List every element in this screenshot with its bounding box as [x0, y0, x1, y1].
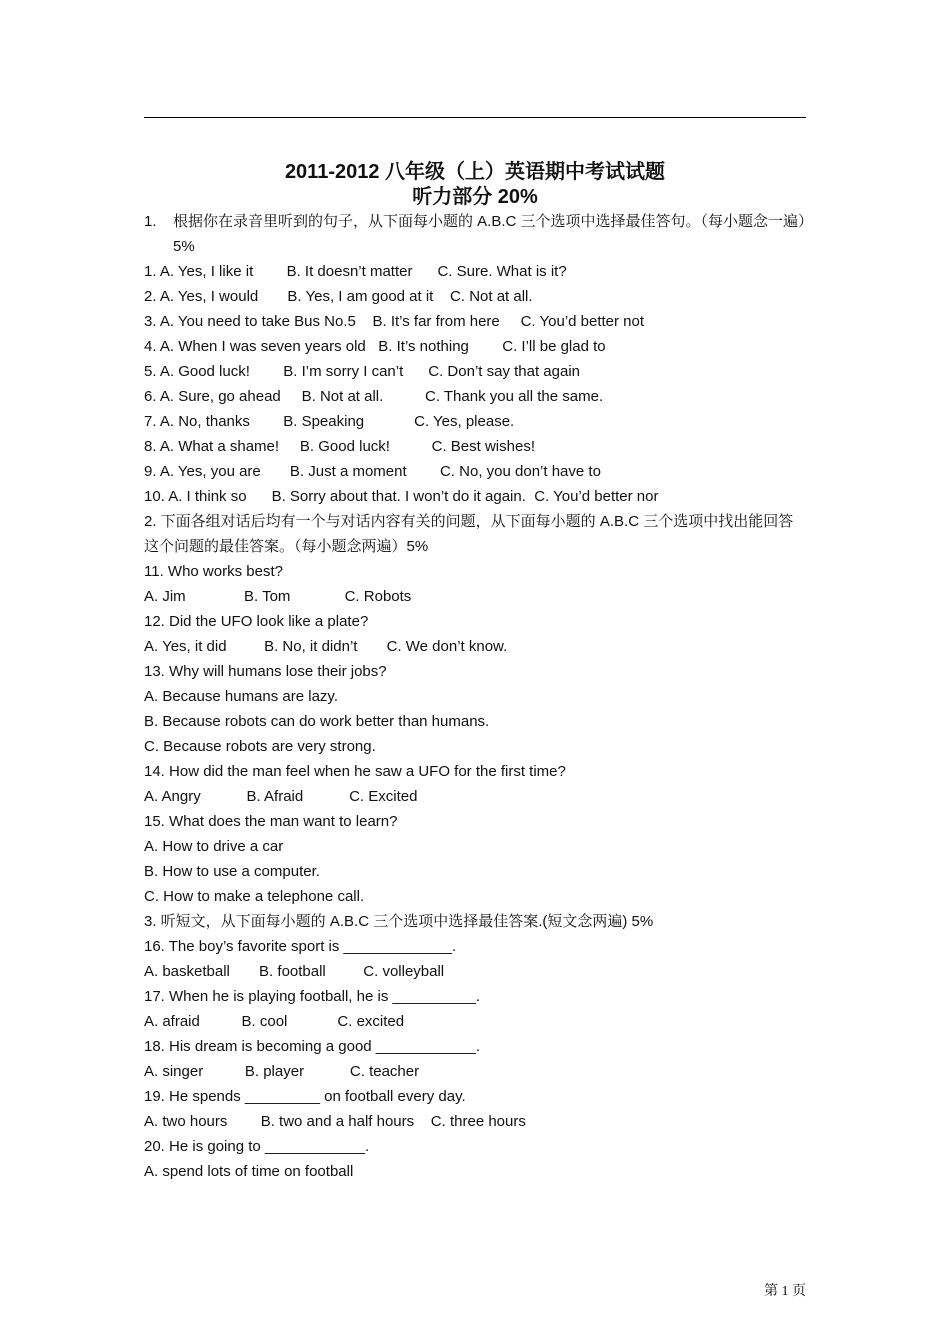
question-7: 7. A. No, thanks B. Speaking C. Yes, please. — [144, 413, 515, 430]
question-10: 10. A. I think so B. Sorry about that. I won’t do it again. C. You’d better nor — [144, 488, 659, 505]
question-17-options: A. afraid B. cool C. excited — [144, 1013, 405, 1030]
question-5: 5. A. Good luck! B. I’m sorry I can’t C. Don’t say that again — [144, 363, 581, 380]
question-13-option-b: B. Because robots can do work better than humans. — [144, 713, 490, 730]
header-rule — [144, 117, 806, 118]
question-19: 19. He spends _________ on football every day. — [144, 1088, 466, 1105]
question-11-options: A. Jim B. Tom C. Robots — [144, 588, 412, 605]
question-14-options: A. Angry B. Afraid C. Excited — [144, 788, 418, 805]
question-15-option-c: C. How to make a telephone call. — [144, 888, 365, 905]
question-2: 2. A. Yes, I would B. Yes, I am good at it C. Not at all. — [144, 288, 533, 305]
page-subtitle: 听力部分 20% — [412, 186, 538, 208]
question-3: 3. A. You need to take Bus No.5 B. It’s far from here C. You’d better not — [144, 313, 645, 330]
question-16-options: A. basketball B. football C. volleyball — [144, 963, 445, 980]
question-1: 1. A. Yes, I like it B. It doesn’t matter C. Sure. What is it? — [144, 263, 567, 280]
question-13: 13. Why will humans lose their jobs? — [144, 663, 387, 680]
question-19-options: A. two hours B. two and a half hours C. three hours — [144, 1113, 526, 1130]
question-4: 4. A. When I was seven years old B. It’s nothing C. I’ll be glad to — [144, 338, 606, 355]
question-8: 8. A. What a shame! B. Good luck! C. Best wishes! — [144, 438, 535, 455]
question-12: 12. Did the UFO look like a plate? — [144, 613, 369, 630]
question-11: 11. Who works best? — [144, 563, 283, 580]
question-15-option-a: A. How to drive a car — [144, 838, 284, 855]
question-18: 18. His dream is becoming a good ____________. — [144, 1038, 481, 1055]
question-16: 16. The boy’s favorite sport is _____________. — [144, 938, 457, 955]
section1-number: 1. — [144, 213, 157, 230]
section3-instruction: 3. 听短文，从下面每小题的 A.B.C 三个选项中选择最佳答案.(短文念两遍) 5% — [144, 913, 654, 930]
question-9: 9. A. Yes, you are B. Just a moment C. No, you don’t have to — [144, 463, 601, 480]
exam-content — [144, 209, 806, 1184]
question-14: 14. How did the man feel when he saw a UFO for the first time? — [144, 763, 566, 780]
question-6: 6. A. Sure, go ahead B. Not at all. C. Thank you all the same. — [144, 388, 604, 405]
question-12-options: A. Yes, it did B. No, it didn’t C. We don’t know. — [144, 638, 508, 655]
page-number: 第 1 页 — [764, 1284, 806, 1299]
section2-instruction: 2. 下面各组对话后均有一个与对话内容有关的问题，从下面每小题的 A.B.C 三个选项中找出能回答这个问题的最佳答案。（每小题念两遍）5% — [144, 513, 794, 555]
question-20: 20. He is going to ____________. — [144, 1138, 370, 1155]
question-15: 15. What does the man want to learn? — [144, 813, 398, 830]
question-15-option-b: B. How to use a computer. — [144, 863, 320, 880]
section1-instruction-text: 根据你在录音里听到的句子，从下面每小题的 A.B.C 三个选项中选择最佳答句。（每小题念一遍）5% — [173, 213, 806, 255]
question-17: 17. When he is playing football, he is __________. — [144, 988, 481, 1005]
section1-instruction — [144, 209, 806, 259]
question-13-option-a: A. Because humans are lazy. — [144, 688, 338, 705]
question-20-option-a: A. spend lots of time on football — [144, 1163, 354, 1180]
question-18-options: A. singer B. player C. teacher — [144, 1063, 420, 1080]
question-13-option-c: C. Because robots are very strong. — [144, 738, 376, 755]
page-title: 2011-2012 八年级（上）英语期中考试试题 — [284, 161, 666, 183]
